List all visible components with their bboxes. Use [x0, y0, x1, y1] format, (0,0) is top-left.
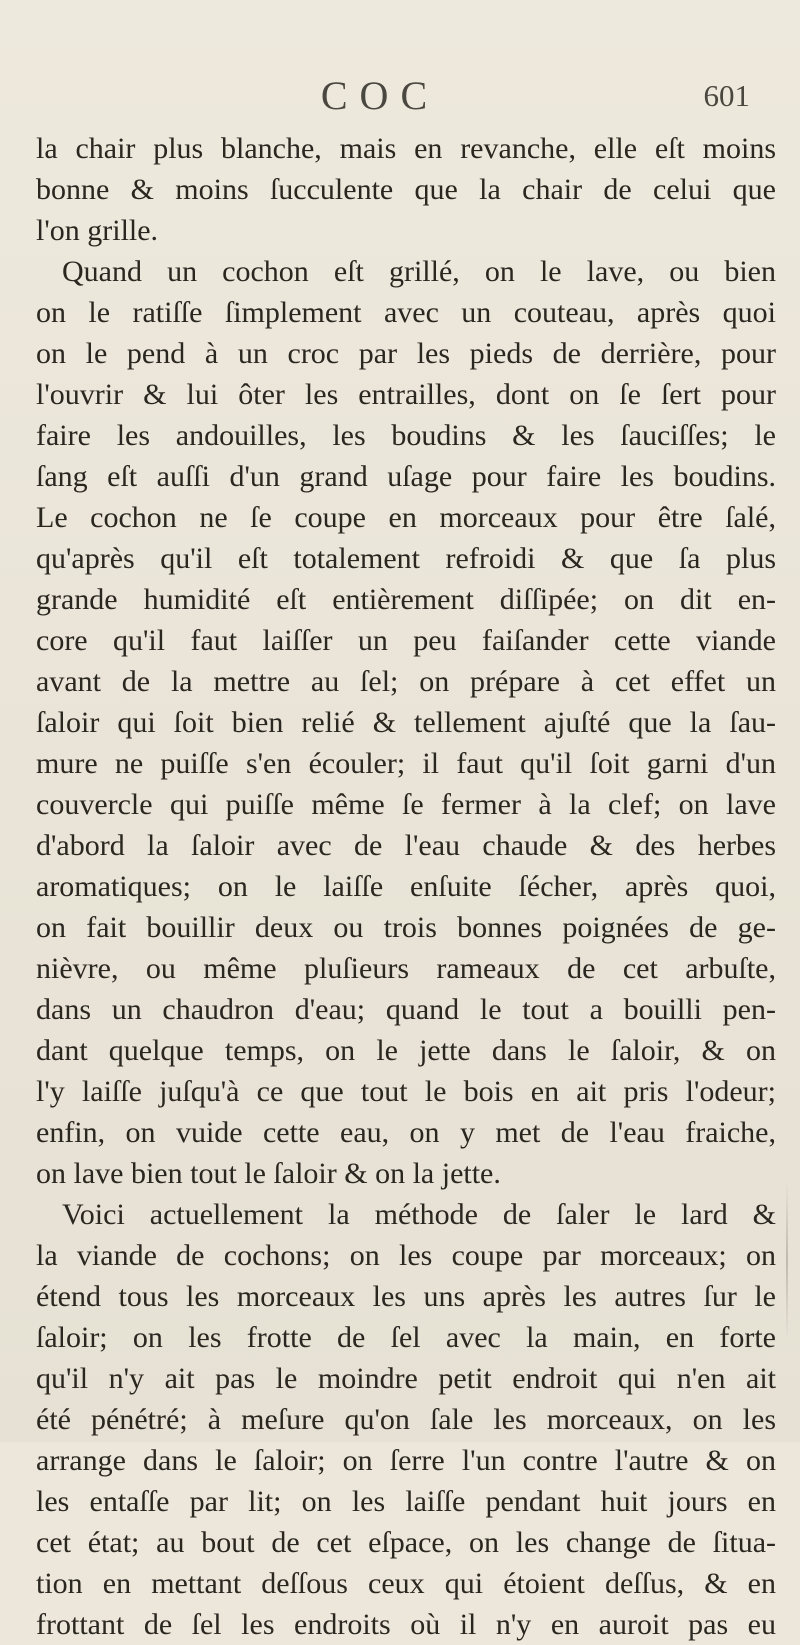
text-line: l'ouvrir & lui ôter les entrailles, dont on ſe ſert pour — [36, 378, 776, 411]
text-line: qu'après qu'il eſt totalement refroidi & que ſa plus — [36, 542, 776, 575]
text-line: frottant de ſel les endroits où il n'y en auroit pas eu — [36, 1608, 776, 1641]
text-line: enfin, on vuide cette eau, on y met de l'eau fraiche, — [36, 1116, 776, 1149]
text-line: dant quelque temps, on le jette dans le ſaloir, & on — [36, 1034, 776, 1067]
text-line: on fait bouillir deux ou trois bonnes poignées de ge- — [36, 911, 776, 944]
text-line: ſang eſt auſſi d'un grand uſage pour faire les boudins. — [36, 460, 776, 493]
text-line: on lave bien tout le ſaloir & on la jette. — [36, 1157, 501, 1190]
text-line: la chair plus blanche, mais en revanche, elle eſt moins — [36, 132, 776, 165]
text-line: nièvre, ou même pluſieurs rameaux de cet arbuſte, — [36, 952, 776, 985]
text-line: mure ne puiſſe s'en écouler; il faut qu'il ſoit garni d'un — [36, 747, 776, 780]
text-line: Le cochon ne ſe coupe en morceaux pour être ſalé, — [36, 501, 776, 534]
text-line: avant de la mettre au ſel; on prépare à cet effet un — [36, 665, 776, 698]
body-text — [36, 128, 776, 1645]
text-line: l'on grille. — [36, 214, 159, 247]
text-line: qu'il n'y ait pas le moindre petit endroit qui n'en ait — [36, 1362, 776, 1395]
text-line: couvercle qui puiſſe même ſe fermer à la clef; on lave — [36, 788, 776, 821]
text-line: on le pend à un croc par les pieds de derrière, pour — [36, 337, 776, 370]
page-number: 601 — [703, 78, 750, 113]
text-line: tion en mettant deſſous ceux qui étoient deſſus, & en — [36, 1567, 776, 1600]
paper-blemish — [786, 1180, 788, 1340]
text-line: la viande de cochons; on les coupe par morceaux; on — [36, 1239, 776, 1272]
text-line: core qu'il faut laiſſer un peu faiſander cette viande — [36, 624, 776, 657]
text-line: dans un chaudron d'eau; quand le tout a bouilli pen- — [36, 993, 776, 1026]
text-line: on le ratiſſe ſimplement avec un couteau, après quoi — [36, 296, 776, 329]
text-line: étend tous les morceaux les uns après les autres ſur le — [36, 1280, 776, 1313]
text-line: ſaloir; on les frotte de ſel avec la main, en forte — [36, 1321, 776, 1354]
text-line: bonne & moins ſucculente que la chair de celui que — [36, 173, 776, 206]
text-line: ſaloir qui ſoit bien relié & tellement ajuſté que la ſau- — [36, 706, 776, 739]
running-head: COC — [320, 73, 440, 118]
text-line: d'abord la ſaloir avec de l'eau chaude & des herbes — [36, 829, 776, 862]
text-line: grande humidité eſt entièrement diſſipée; on dit en- — [36, 583, 776, 616]
text-line: les entaſſe par lit; on les laiſſe pendant huit jours en — [36, 1485, 776, 1518]
paragraph-start-line: Voici actuellement la méthode de ſaler le lard & — [62, 1198, 776, 1231]
text-line: été pénétré; à meſure qu'on ſale les morceaux, on les — [36, 1403, 776, 1436]
page-header — [0, 72, 800, 118]
text-line: arrange dans le ſaloir; on ſerre l'un contre l'autre & on — [36, 1444, 776, 1477]
text-line: cet état; au bout de cet eſpace, on les change de ſitua- — [36, 1526, 776, 1559]
text-line: l'y laiſſe juſqu'à ce que tout le bois en ait pris l'odeur; — [36, 1075, 776, 1108]
paragraph-start-line: Quand un cochon eſt grillé, on le lave, ou bien — [62, 255, 776, 288]
text-line: faire les andouilles, les boudins & les ſauciſſes; le — [36, 419, 776, 452]
text-line: aromatiques; on le laiſſe enſuite ſécher, après quoi, — [36, 870, 776, 903]
